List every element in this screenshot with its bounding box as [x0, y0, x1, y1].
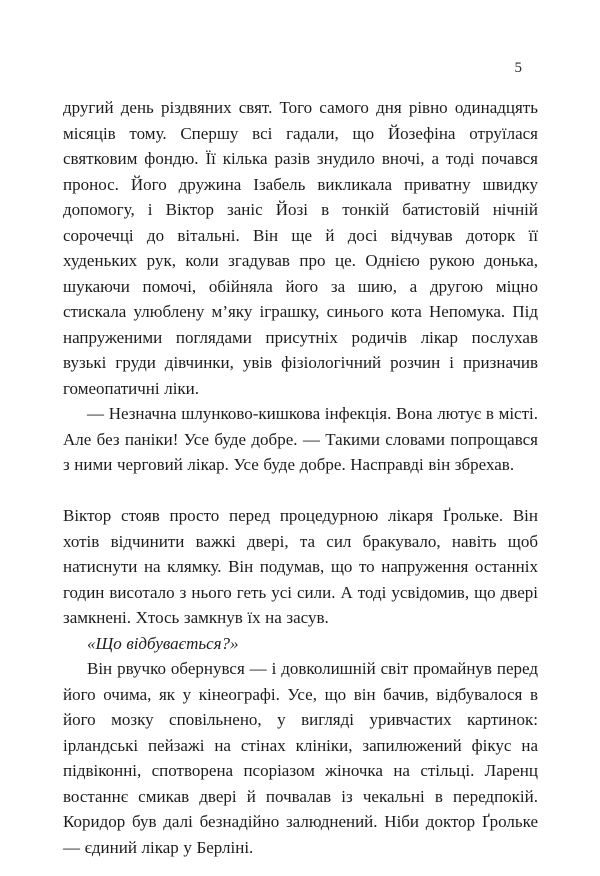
paragraph-continuation: другий день різдвяних свят. Того самого дня рівно одинадцять місяців тому. Спершу всі гадали, що Йозефіна отруїлася святковим фондю. Її кілька разів знудило вночі, а тоді почався пронос. Його дружина Ізабель викликала приватну швидку допомогу, і Віктор заніс Йозі в тонкій батистовій нічній сорочечці до вітальні. Він ще й досі відчував доторк її худеньких рук, коли згадував про це. Однією рукою донька, шукаючи помочі, обійняла його за шию, а другою міцно стискала улюблену м’яку іграшку, синього кота Непомука. Під напруженими поглядами присутніх родичів лікар послухав вузькі груди дівчинки, увів фізіологічний розчин і призначив гомеопатичні ліки.	[63, 98, 538, 398]
paragraph-dialogue: — Незначна шлунково-кишкова інфекція. Вона лютує в місті. Але без паніки! Усе буде добре. — Такими словами попрощався з ними черговий лікар. Усе буде добре. Насправді він збрехав.	[63, 404, 538, 474]
paragraph: Він рвучко обернувся — і довколишній світ промайнув перед його очима, як у кінеографі. Усе, що він бачив, відбувалося в його мозку сповільнено, у вигляді уривчастих картинок: ірландські пейзажі на стінах клініки, запилюжений фікус на підвіконні, спотворена псоріазом жіночка на стільці. Ларенц востаннє смикав двері й почвалав із чекальні в передпокій. Коридор був далі безнадійно залюднений. Ніби доктор Ґрольке — єдиний лікар у Берліні.	[63, 659, 538, 857]
page-number: 5	[514, 60, 522, 76]
paragraph-section-start: Віктор стояв просто перед процедурною лікаря Ґрольке. Він хотів відчинити важкі двері, та сил бракувало, навіть щоб натиснути на клямку. Він подумав, що то напруження останніх годин висотало з нього геть усі сили. А тоді усвідомив, що двері замкнені. Хтось замкнув їх на засув.	[63, 506, 538, 627]
paragraph-thought-italic: «Що відбувається?»	[87, 633, 239, 653]
text-block	[63, 95, 538, 860]
